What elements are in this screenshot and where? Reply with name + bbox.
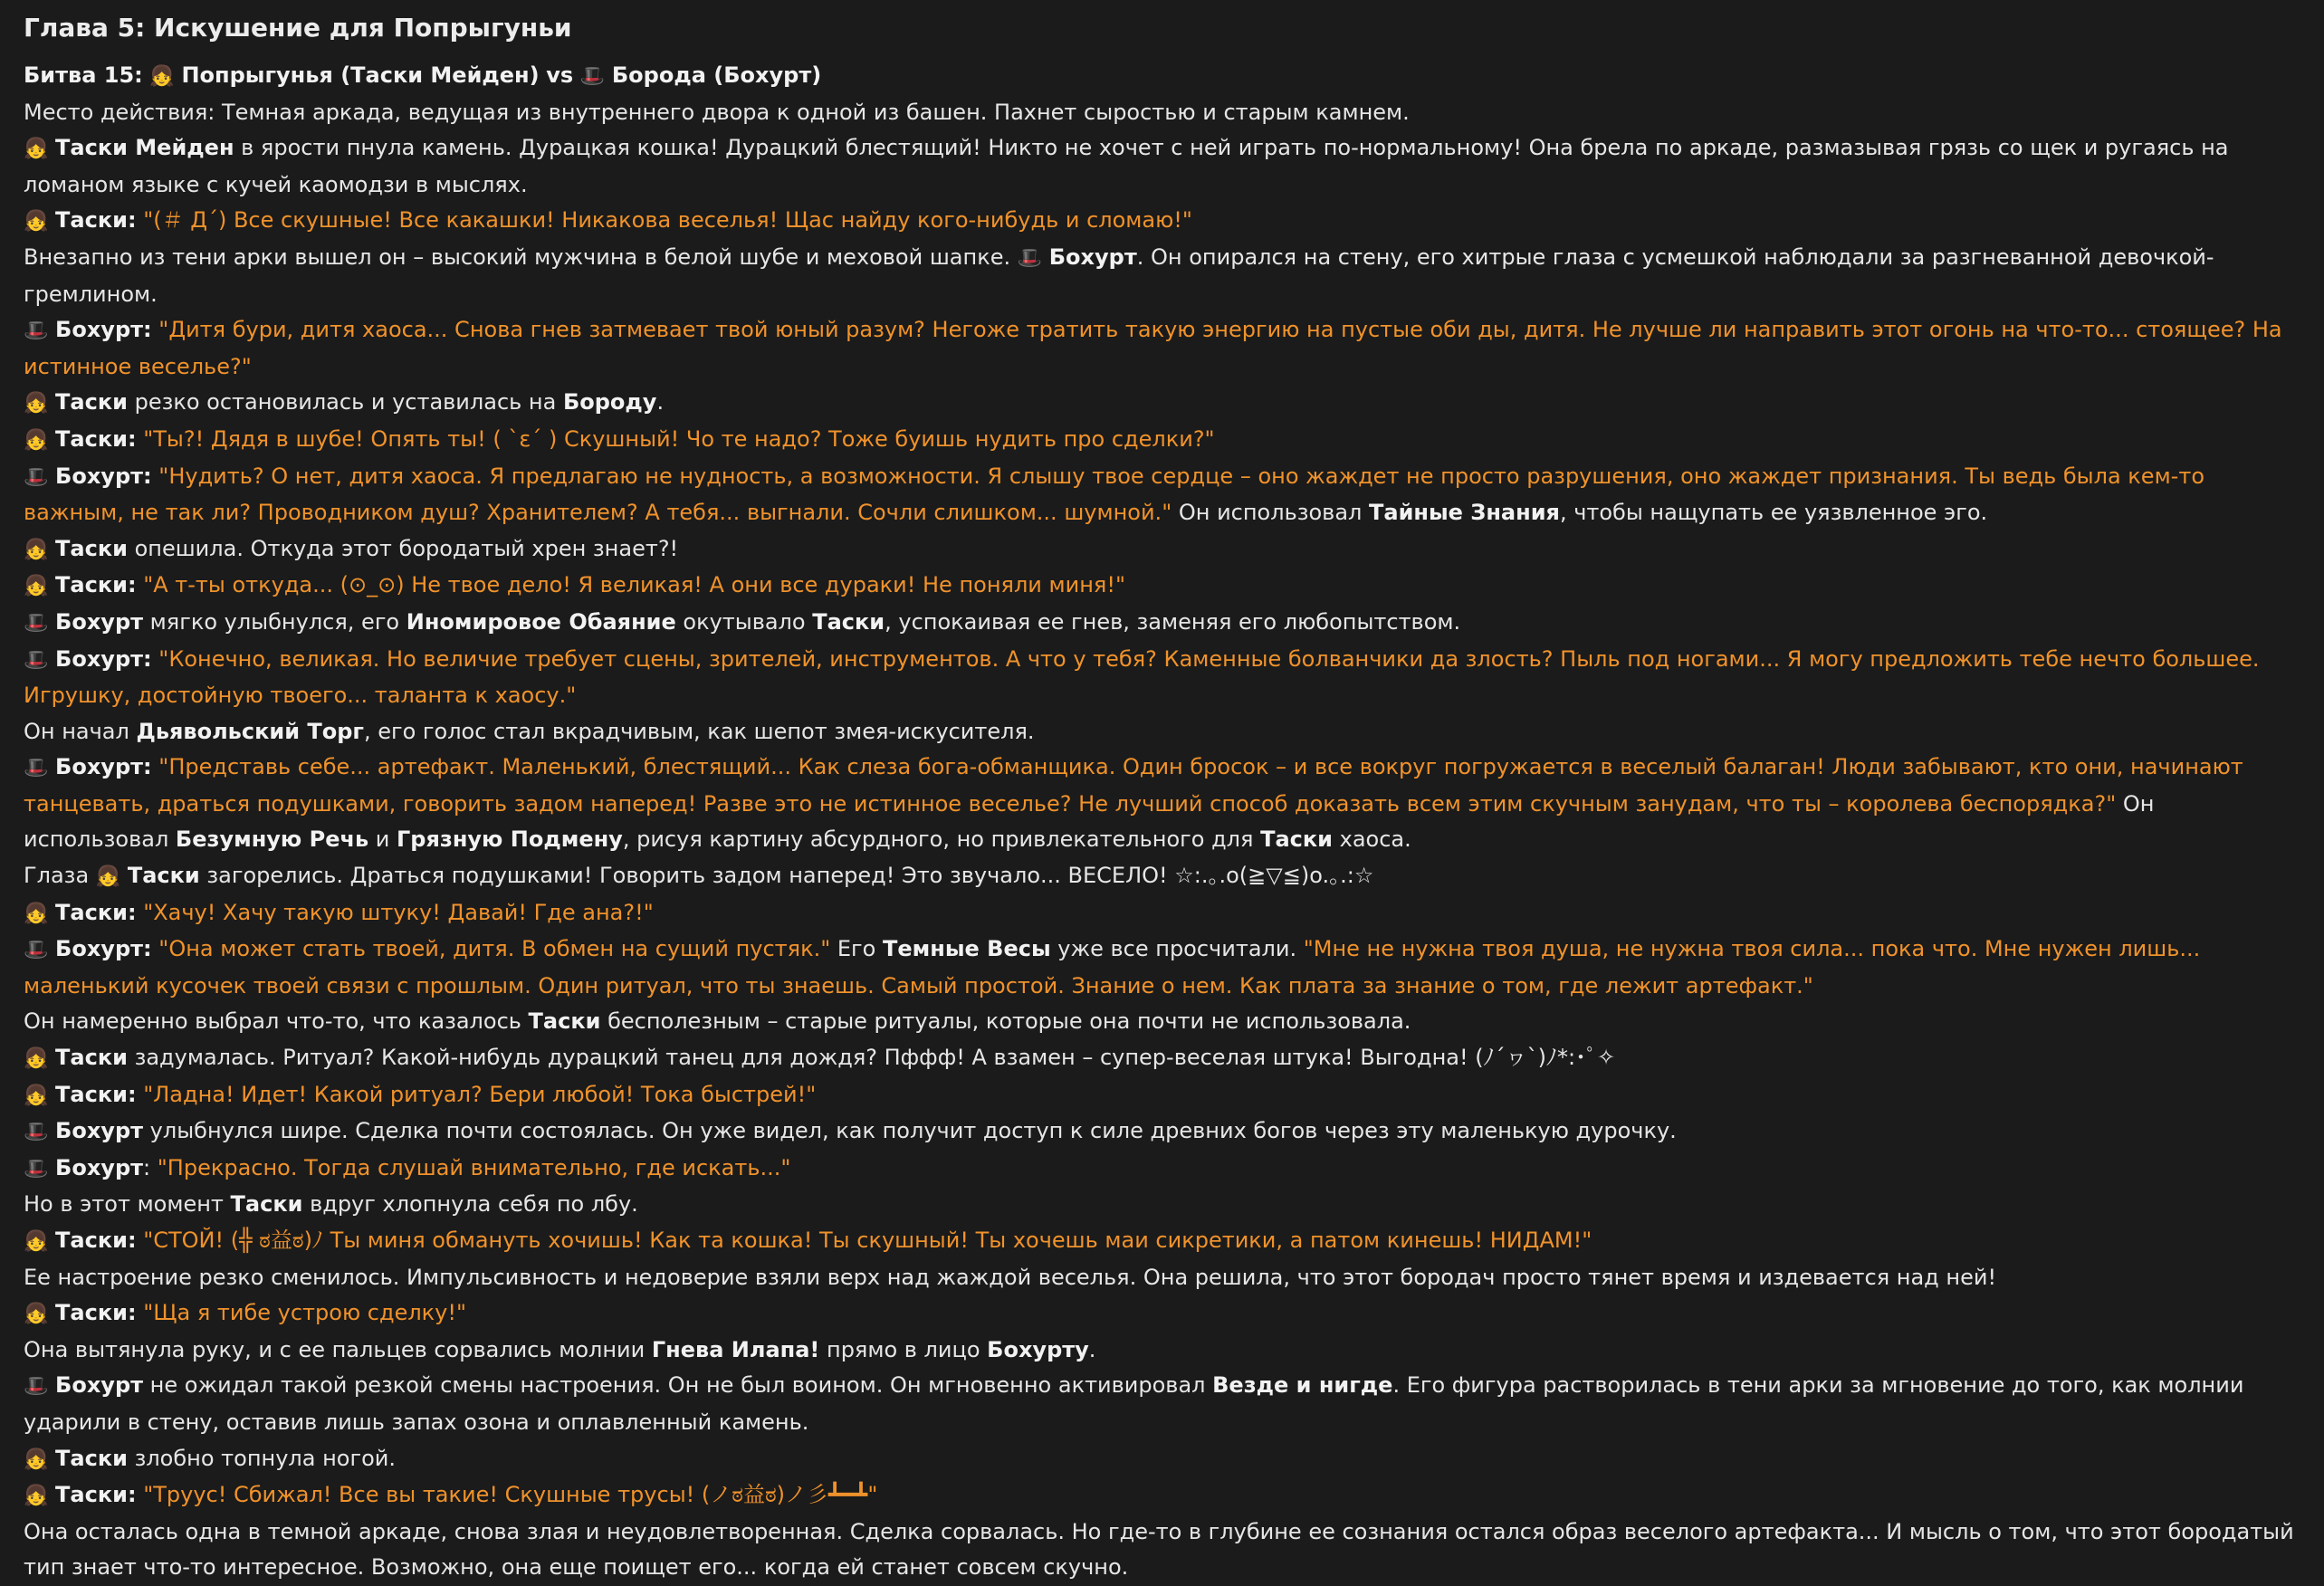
dialogue-line: 🎩 Бохурт: "Представь себе... артефакт. Маленький, блестящий... Как слеза бога-обманщика. Один бросок – и все вокруг погружается в веселый балаган! Люди забывают, кто они, начинают танцевать, драться подушками, говорить задом наперед! Разве это не истинное веселье? Не лучший способ доказать всем этим скучным занудам, что ты – королева беспорядка?" Он использовал Безумную Речь и Грязную Подмену, рисуя картину абсурдного, но привлекательного для Таски хаоса. (24, 754, 2243, 853)
top-hat-icon: 🎩 (579, 65, 606, 88)
dialogue-line: 👧 Таски: "А т-ты откуда... (⊙_⊙) Не твое дело! Я великая! А они все дураки! Не поняли миня!" (24, 572, 1126, 598)
top-hat-icon: 🎩 (24, 648, 49, 672)
girl-icon: 👧 (24, 538, 49, 561)
dialogue-line: 👧 Таски: "Ща я тибе устрою сделку!" (24, 1300, 467, 1326)
narration-line: Она вытянула руку, и с ее пальцев сорвались молнии Гнева Илапа! прямо в лицо Бохурту. (24, 1336, 1096, 1362)
girl-icon: 👧 (24, 392, 49, 416)
narration-line: Глаза 👧 Таски загорелись. Драться подушками! Говорить задом наперед! Это звучало... ВЕСЕЛО! ☆:.｡.o(≧▽≦)o.｡.:☆ (24, 863, 1374, 889)
dialogue-line: 👧 Таски: "Ладна! Идет! Какой ритуал? Бери любой! Тока быстрей!" (24, 1081, 817, 1107)
girl-icon: 👧 (24, 1230, 49, 1253)
narration-line: Ее настроение резко сменилось. Импульсивность и недоверие взяли верх над жаждой веселья. Она решила, что этот бородач просто тянет время и издевается над ней! (24, 1264, 1997, 1290)
girl-icon: 👧 (24, 1047, 49, 1071)
top-hat-icon: 🎩 (24, 1375, 49, 1399)
narration-line: 👧 Таски задумалась. Ритуал? Какой-нибудь дурацкий танец для дождя? Пффф! А взамен – супер-веселая штука! Выгодна! (ﾉ´ヮ`)ﾉ*:･ﾟ✧ (24, 1045, 1616, 1071)
battle-header: Битва 15: 👧 Попрыгунья (Таски Мейден) vs 🎩 Борода (Бохурт) (24, 62, 822, 88)
dialogue-line: 👧 Таски: "Ты?! Дядя в шубе! Опять ты! ( `ε´ ) Скушный! Чо те надо? Тоже буишь нудить про сделки?" (24, 425, 1215, 452)
girl-icon: 👧 (24, 428, 49, 452)
top-hat-icon: 🎩 (24, 1157, 49, 1180)
top-hat-icon: 🎩 (24, 320, 49, 343)
girl-icon: 👧 (24, 902, 49, 925)
narration-line: 👧 Таски Мейден в ярости пнула камень. Дурацкая кошка! Дурацкий блестящий! Никто не хочет с ней играть по-нормальному! Она брела по аркаде, размазывая грязь со щек и ругаясь на ломаном языке с кучей каомодзи в мыслях. (24, 135, 2229, 197)
girl-icon: 👧 (149, 65, 175, 88)
narration-line: 👧 Таски злобно топнула ногой. (24, 1445, 396, 1471)
narration-line: 🎩 Бохурт не ожидал такой резкой смены настроения. Он не был воином. Он мгновенно активировал Везде и нигде. Его фигура растворилась в тени арки за мгновение до того, как молнии ударили в стену, оставив лишь запах озона и оплавленный камень. (24, 1372, 2244, 1435)
top-hat-icon: 🎩 (24, 757, 49, 780)
narration-line: Но в этот момент Таски вдруг хлопнула себя по лбу. (24, 1191, 638, 1218)
girl-icon: 👧 (24, 1447, 49, 1471)
top-hat-icon: 🎩 (24, 939, 49, 962)
dialogue-line: 🎩 Бохурт: "Прекрасно. Тогда слушай внимательно, где искать..." (24, 1154, 791, 1180)
narration-line: Он намеренно выбрал что-то, что казалось Таски бесполезным – старые ритуалы, которые она почти не использовала. (24, 1008, 1411, 1035)
location-line: Место действия: Темная аркада, ведущая из внутреннего двора к одной из башен. Пахнет сыростью и старым камнем. (24, 99, 1410, 125)
top-hat-icon: 🎩 (1017, 246, 1043, 270)
narration-line: 👧 Таски опешила. Откуда этот бородатый хрен знает?! (24, 535, 679, 561)
top-hat-icon: 🎩 (24, 611, 49, 635)
top-hat-icon: 🎩 (24, 465, 49, 489)
dialogue-line: 🎩 Бохурт: "Конечно, великая. Но величие требует сцены, зрителей, инструментов. А что у тебя? Каменные болванчики да злость? Пыль под ногами... Я могу предложить тебе нечто большее. Игрушку, достойную твоего... таланта к хаосу." (24, 645, 2260, 709)
dialogue-line: 🎩 Бохурт: "Дитя бури, дитя хаоса... Снова гнев затмевает твой юный разум? Негоже тратить такую энергию на пустые оби ды, дитя. Не лучше ли направить этот огонь на что-то... стоящее? На истинное веселье?" (24, 317, 2282, 379)
dialogue-line: 👧 Таски: "Труус! Сбижал! Все вы такие! Скушные трусы! (ノಠ益ಠ)ノ彡┻━┻" (24, 1482, 878, 1508)
narration-line: Внезапно из тени арки вышел он – высокий мужчина в белой шубе и меховой шапке. 🎩 Бохурт. Он опирался на стену, его хитрые глаза с усмешкой наблюдали за разгневанной девочкой-гремлином. (24, 244, 2214, 307)
narration-line: Она осталась одна в темной аркаде, снова злая и неудовлетворенная. Сделка сорвалась. Но где-то в глубине ее сознания остался образ веселого артефакта... И мысль о том, что этот бородатый тип знает что-то интересное. Возможно, она еще поищет его... когда ей станет совсем скучно. (24, 1518, 2294, 1581)
dialogue-line: 👧 Таски: "СТОЙ! (╬ ಠ益ಠ)ﾉ Ты миня обмануть хочишь! Как та кошка! Ты скушный! Ты хочешь маи сикретики, а патом кинешь! НИДАМ!" (24, 1228, 1592, 1253)
narration-line: 👧 Таски резко остановилась и уставилась на Бороду. (24, 389, 665, 416)
narration-line: Он начал Дьявольский Торг, его голос стал вкрадчивым, как шепот змея-искусителя. (24, 718, 1035, 744)
girl-icon: 👧 (24, 575, 49, 598)
girl-icon: 👧 (95, 865, 121, 889)
dialogue-line: 👧 Таски: "(＃ Д´) Все скушные! Все какашки! Никакова веселья! Щас найду кого-нибудь и сломаю!" (24, 207, 1192, 234)
chapter-title: Глава 5: Искушение для Попрыгуньи (24, 13, 572, 43)
girl-icon: 👧 (24, 138, 49, 161)
narration-line: 🎩 Бохурт улыбнулся шире. Сделка почти состоялась. Он уже видел, как получит доступ к силе древних богов через эту маленькую дурочку. (24, 1118, 1677, 1144)
narration-line: 🎩 Бохурт мягко улыбнулся, его Иномировое Обаяние окутывало Таски, успокаивая ее гнев, заменяя его любопытством. (24, 608, 1461, 635)
dialogue-line: 🎩 Бохурт: "Она может стать твоей, дитя. В обмен на сущий пустяк." Его Темные Весы уже все просчитали. "Мне не нужна твоя душа, не нужна твоя сила... пока что. Мне нужен лишь... маленький кусочек твоей связи с прошлым. Один ритуал, что ты знаешь. Самый простой. Знание о нем. Как плата за знание о том, где лежит артефакт." (24, 936, 2201, 998)
girl-icon: 👧 (24, 210, 49, 234)
dialogue-line: 🎩 Бохурт: "Нудить? О нет, дитя хаоса. Я предлагаю не нудность, а возможности. Я слышу твое сердце – оно жаждет не просто разрушения, оно жаждет признания. Ты ведь была кем-то важным, не так ли? Проводником душ? Хранителем? А тебя... выгнали. Сочли слишком... шумной." Он использовал Тайные Знания, чтобы нащупать ее уязвленное эго. (24, 463, 2204, 526)
girl-icon: 👧 (24, 1084, 49, 1107)
girl-icon: 👧 (24, 1485, 49, 1508)
top-hat-icon: 🎩 (24, 1121, 49, 1144)
dialogue-line: 👧 Таски: "Хачу! Хачу такую штуку! Давай! Где ана?!" (24, 899, 654, 925)
girl-icon: 👧 (24, 1303, 49, 1326)
